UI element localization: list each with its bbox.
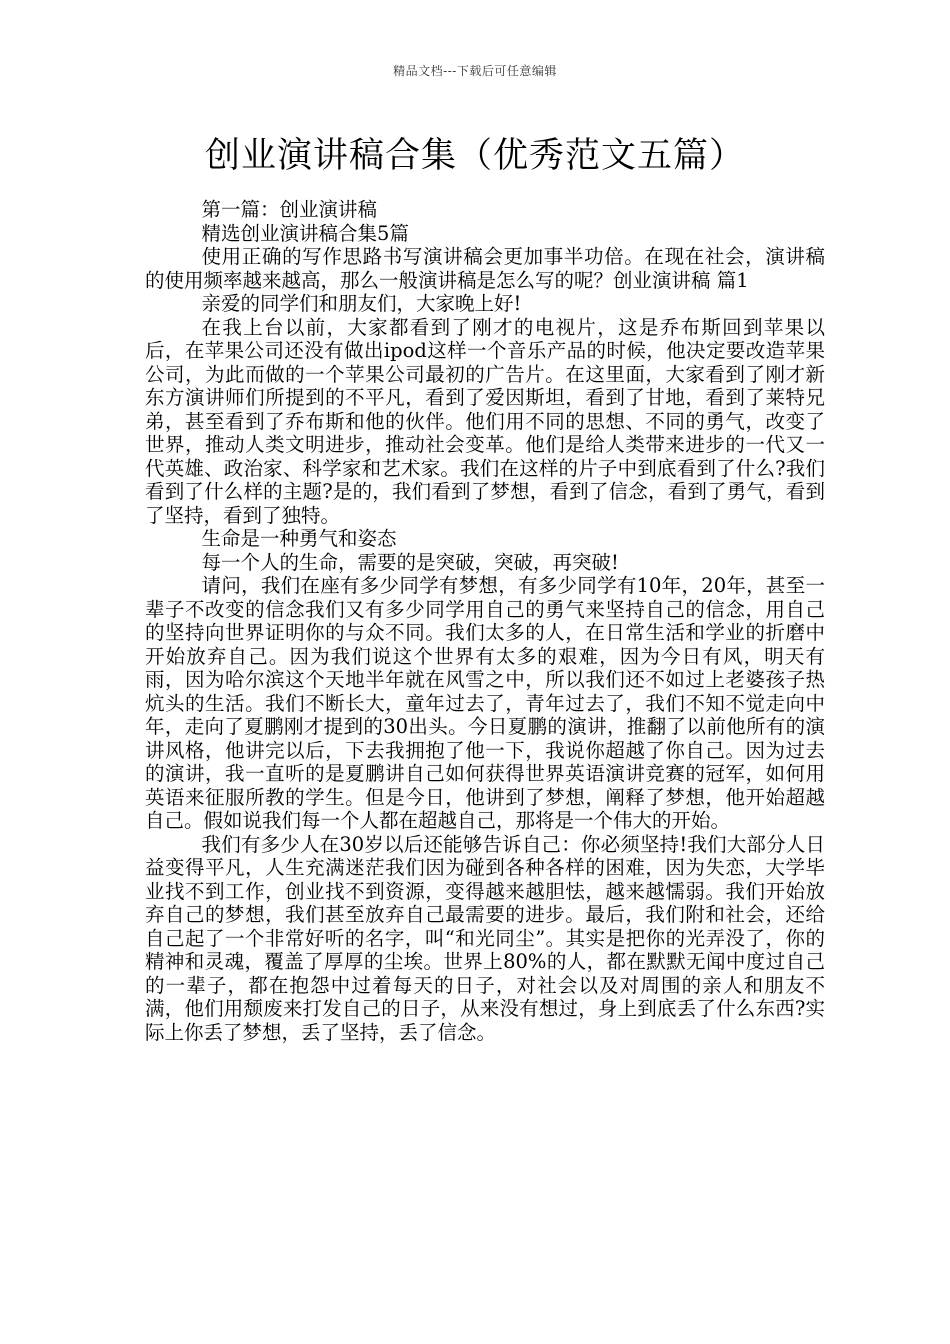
document-body bbox=[145, 198, 825, 1044]
section-heading: 第一篇：创业演讲稿 bbox=[201, 198, 378, 221]
body-paragraph: 每一个人的生命，需要的是突破，突破，再突破! bbox=[201, 550, 619, 574]
body-paragraph: 在我上台以前，大家都看到了刚才的电视片，这是乔布斯回到苹果以后，在苹果公司还没有做出ipod这样一个音乐产品的时候，他决定要改造苹果公司，为此而做的一个苹果公司最初的广告片。在这里面，大家看到了刚才新东方演讲师们所提到的不平凡，看到了爱因斯坦，看到了甘地，看到了莱特兄弟，甚至看到了乔布斯和他的伙伴。他们用不同的思想、不同的勇气，改变了世界，推动人类文明进步，推动社会变革。他们是给人类带来进步的一代又一代英雄、政治家、科学家和艺术家。我们在这样的片子中到底看到了什么?我们看到了什么样的主题?是的，我们看到了梦想，看到了信念，看到了勇气，看到了坚持，看到了独特。 bbox=[145, 315, 825, 527]
subtitle-paragraph: 精选创业演讲稿合集5篇 bbox=[201, 221, 409, 245]
page-header-note: 精品文档---下载后可任意编辑 bbox=[393, 64, 557, 78]
subheading-paragraph: 生命是一种勇气和姿态 bbox=[201, 527, 397, 550]
body-paragraph: 请问，我们在座有多少同学有梦想，有多少同学有10年，20年，甚至一辈子不改变的信念我们又有多少同学用自己的勇气来坚持自己的信念，用自己的坚持向世界证明你的与众不同。我们太多的人，在日常生活和学业的折磨中开始放弃自己。因为我们说这个世界有太多的艰难，因为今日有风，明天有雨，因为哈尔滨这个天地半年就在风雪之中，所以我们还不如过上老婆孩子热炕头的生活。我们不断长大，童年过去了，青年过去了，我们不知不觉走向中年，走向了夏鹏刚才提到的30出头。今日夏鹏的演讲，推翻了以前他所有的演讲风格，他讲完以后，下去我拥抱了他一下，我说你超越了你自己。因为过去的演讲，我一直听的是夏鹏讲自己如何获得世界英语演讲竞赛的冠军，如何用英语来征服所教的学生。但是今日，他讲到了梦想，阐释了梦想，他开始超越自己。假如说我们每一个人都在超越自己，那将是一个伟大的开始。 bbox=[145, 574, 825, 832]
document-title: 创业演讲稿合集（优秀范文五篇） bbox=[204, 136, 745, 176]
greeting-paragraph: 亲爱的同学们和朋友们，大家晚上好! bbox=[201, 292, 522, 315]
body-paragraph: 我们有多少人在30岁以后还能够告诉自己：你必须坚持!我们大部分人日益变得平凡，人生充满迷茫我们因为碰到各种各样的困难，因为失恋，大学毕业找不到工作，创业找不到资源，变得越来越胆怯，越来越懦弱。我们开始放弃自己的梦想，我们甚至放弃自己最需要的进步。最后，我们附和社会，还给自己起了一个非常好听的名字，叫“和光同尘”。其实是把你的光弄没了，你的精神和灵魂，覆盖了厚厚的尘埃。世界上80%的人，都在默默无闻中度过自己的一辈子，都在抱怨中过着每天的日子，对社会以及对周围的亲人和朋友不满，他们用颓废来打发自己的日子，从来没有想过，身上到底丢了什么东西?实际上你丢了梦想，丢了坚持，丢了信念。 bbox=[145, 832, 825, 1044]
intro-paragraph: 使用正确的写作思路书写演讲稿会更加事半功倍。在现在社会，演讲稿的使用频率越来越高，那么一般演讲稿是怎么写的呢？创业演讲稿 篇1 bbox=[145, 245, 825, 292]
